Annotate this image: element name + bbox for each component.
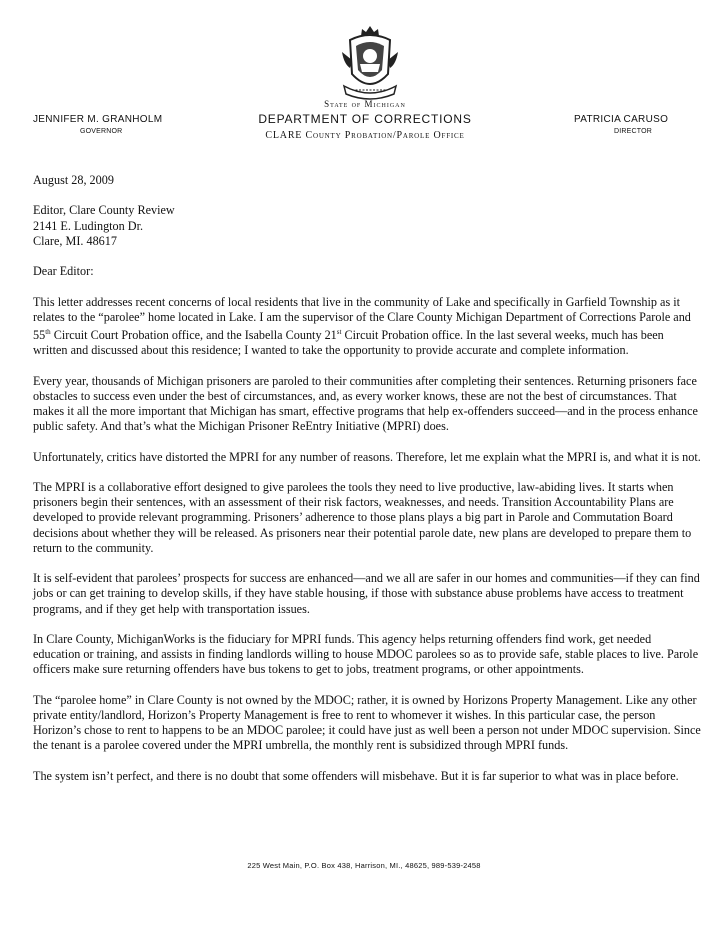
paragraph: The system isn’t perfect, and there is no doubt that some offenders will misbehave. But it is far superior to what was in place before. xyxy=(33,768,679,783)
state-name: State of Michigan xyxy=(324,99,406,109)
paragraph-text: Circuit Probation office. In the last several weeks, much has been written and discussed about this residence; I wanted to take the opportunity to provide accurate and complete information. xyxy=(33,328,664,358)
director-block xyxy=(574,114,704,135)
governor-name: JENNIFER M. GRANHOLM xyxy=(33,114,163,125)
department-name: DEPARTMENT OF CORRECTIONS xyxy=(258,112,472,126)
recipient-line: 2141 E. Ludington Dr. xyxy=(33,218,144,233)
paragraph: Unfortunately, critics have distorted the MPRI for any number of reasons. Therefore, let me explain what the MPRI is, and what it is not. xyxy=(33,449,701,464)
letter-body xyxy=(33,173,701,799)
footer-address: 225 West Main, P.O. Box 438, Harrison, MI., 48625, 989-539-2458 xyxy=(247,861,481,870)
paragraph xyxy=(33,295,701,359)
paragraph: The “parolee home” in Clare County is not owned by the MDOC; rather, it is owned by Horizons Property Management. Like any other private entity/landlord, Horizon’s Property Management is free to rent to whomever it wishes. In this particular case, the person Horizon’s chose to rent to happens to be an MDOC parolee; it could have just as well been a person not under MDOC supervision. Since the tenant is a parolee covered under the MPRI umbrella, the monthly rent is subsidized through MPRI funds. xyxy=(33,692,701,753)
recipient-address xyxy=(33,203,701,249)
superscript: th xyxy=(45,327,51,336)
director-name: PATRICIA CARUSO xyxy=(574,114,669,125)
paragraph: Every year, thousands of Michigan prisoners are paroled to their communities after completing their sentences. Returning prisoners face obstacles to success even under the best of circumstances, and, as every worker knows, these are not the best of circumstances. That makes it all the more important that Michigan has smart, effective programs that help ex-offenders succeed—and in the process enhance public safety. And that’s what the Michigan Prisoner ReEntry Initiative (MPRI) does. xyxy=(33,373,698,434)
recipient-line: Editor, Clare County Review xyxy=(33,203,175,218)
salutation: Dear Editor: xyxy=(33,264,94,279)
paragraph-text: Circuit Court Probation office, and the Isabella County 21 xyxy=(50,328,337,343)
department-block xyxy=(230,99,500,141)
governor-block xyxy=(33,114,203,135)
superscript: st xyxy=(336,327,342,336)
paragraph: The MPRI is a collaborative effort designed to give parolees the tools they need to live productive, law-abiding lives. It starts when prisoners begin their sentences, with an assessment of their risk factors, weaknesses, and needs. Transition Accountability Plans are developed to provide relevant programming. Prisoners’ adherence to those plans plays a big part in Parole and Commutation Board decisions about whether they will be released. As prisoners near their potential parole date, new plans are developed to prepare them to return to the community. xyxy=(33,480,692,555)
governor-title: GOVERNOR xyxy=(80,128,123,135)
recipient-line: Clare, MI. 48617 xyxy=(33,233,117,248)
paragraph-text: This letter addresses recent concerns of local residents that live in the community of Lake and specifically in Garfield Township as it relates to the “parolee” home located in Lake. I am the supervisor of the Clare County Michigan Department of Corrections Parole and 55 xyxy=(33,294,691,343)
director-title: DIRECTOR xyxy=(614,128,653,135)
paragraph: It is self-evident that parolees’ prospects for success are enhanced—and we all are safer in our homes and communities—if they can find jobs or can get training to develop skills, if they have stable housing, if those with substance abuse problems have access to treatment programs, and if they get help with transportation issues. xyxy=(33,571,700,616)
letter-date: August 28, 2009 xyxy=(33,173,114,187)
michigan-seal-icon xyxy=(338,24,402,102)
paragraph: In Clare County, MichiganWorks is the fiduciary for MPRI funds. This agency helps returning offenders find work, get needed education or training, and assists in finding landlords willing to house MDOC parolees so as to provide safe, stable places to live. Parole officers make sure returning offenders have bus tokens to get to jobs, treatment programs, or other appointments. xyxy=(33,632,699,677)
office-name: CLARE County Probation/Parole Office xyxy=(265,130,465,141)
